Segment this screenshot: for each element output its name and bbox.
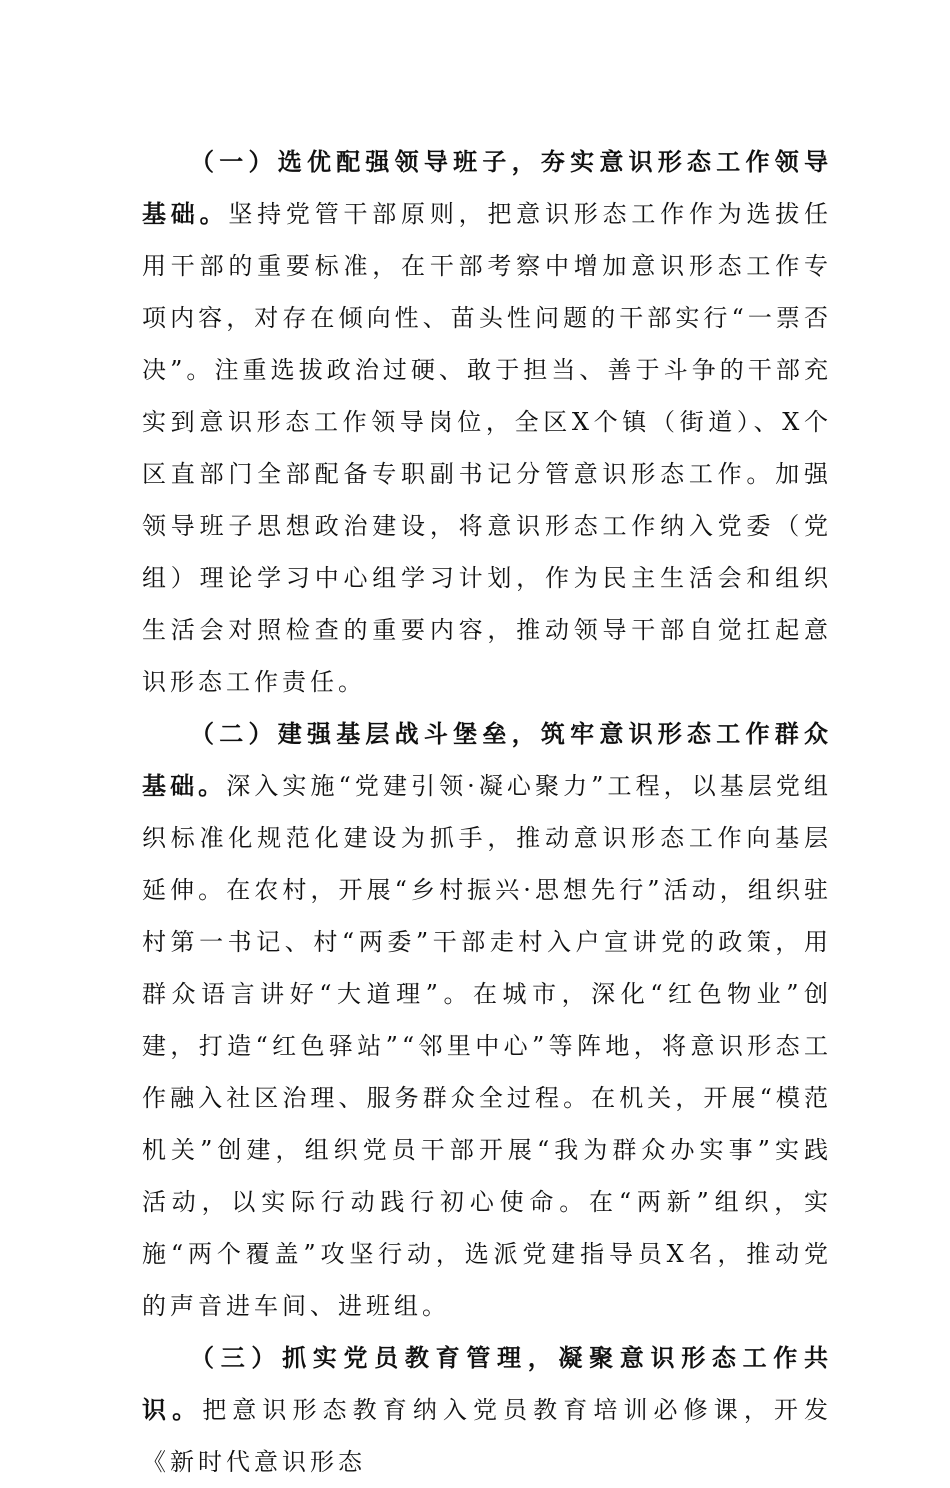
- section-heading-1: （一）选优配强领导班子，夯实意识形态工作领导基础。: [142, 147, 832, 228]
- section-body-3: 把意识形态教育纳入党员教育培训必修课，开发《新时代意识形态: [142, 1396, 833, 1476]
- section-paragraph-1: [142, 136, 832, 708]
- section-body-2: 深入实施“党建引领·凝心聚力”工程，以基层党组织标准化规范化建设为抓手，推动意识形态工作向基层延伸。在农村，开展“乡村振兴·思想先行”活动，组织驻村第一书记、村“两委”干部走村入户宣讲党的政策，用群众语言讲好“大道理”。在城市，深化“红色物业”创建，打造“红色驿站”“邻里中心”等阵地，将意识形态工作融入社区治理、服务群众全过程。在机关，开展“模范机关”创建，组织党员干部开展“我为群众办实事”实践活动，以实际行动践行初心使命。在“两新”组织，实施“两个覆盖”攻坚行动，选派党建指导员X名，推动党的声音进车间、进班组。: [142, 772, 833, 1320]
- section-paragraph-2: [142, 708, 832, 1332]
- section-body-1: 坚持党管干部原则，把意识形态工作作为选拔任用干部的重要标准，在干部考察中增加意识形态工作专项内容，对存在倾向性、苗头性问题的干部实行“一票否决”。注重选拔政治过硬、敢于担当、善于斗争的干部充实到意识形态工作领导岗位，全区X个镇（街道）、X个区直部门全部配备专职副书记分管意识形态工作。加强领导班子思想政治建设，将意识形态工作纳入党委（党组）理论学习中心组学习计划，作为民主生活会和组织生活会对照检查的重要内容，推动领导干部自觉扛起意识形态工作责任。: [142, 200, 833, 696]
- section-heading-3: （三）抓实党员教育管理，凝聚意识形态工作共识。: [142, 1343, 832, 1424]
- section-paragraph-3: [142, 1332, 832, 1488]
- document-body: [142, 136, 832, 1488]
- section-heading-2: （二）建强基层战斗堡垒，筑牢意识形态工作群众基础。: [142, 719, 832, 800]
